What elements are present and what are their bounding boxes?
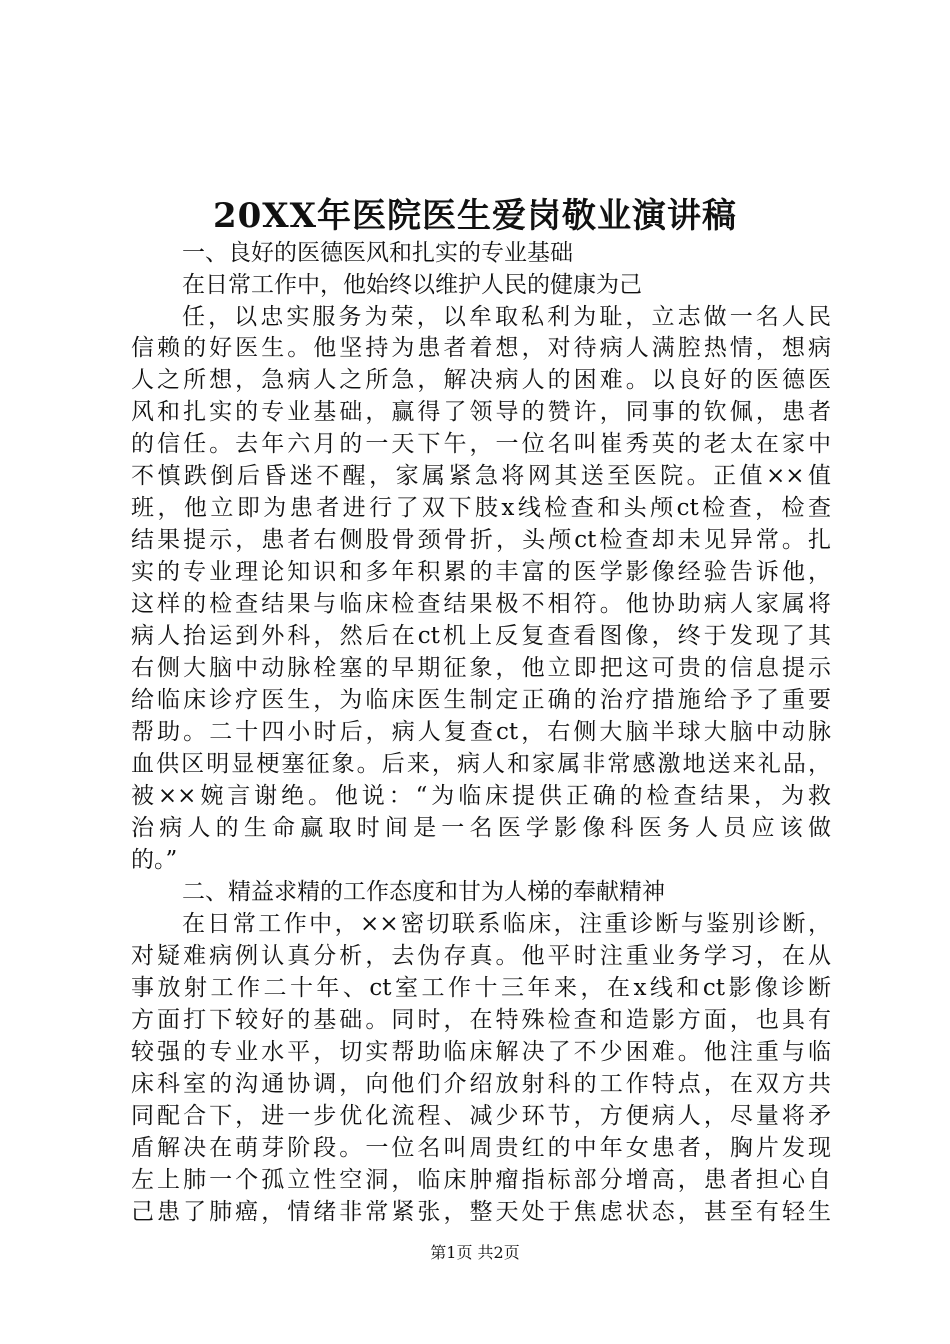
text-line: 的。” xyxy=(131,847,178,873)
text-line: 床科室的沟通协调，向他们介绍放射科的工作特点，在双方共 xyxy=(131,1071,831,1097)
text-line: 不慎跌倒后昏迷不醒，家属紧急将网其送至医院。正值××值 xyxy=(131,463,831,489)
text-line: 血供区明显梗塞征象。后来，病人和家属非常感激地送来礼品， xyxy=(131,751,831,777)
text-line: 在日常工作中，××密切联系临床，注重诊断与鉴别诊断， xyxy=(182,911,831,937)
text-line: 治病人的生命赢取时间是一名医学影像科医务人员应该做 xyxy=(131,815,831,841)
text-line: 盾解决在萌芽阶段。一位名叫周贵红的中年女患者，胸片发现 xyxy=(131,1135,831,1161)
text-line: 帮助。二十四小时后，病人复查ct，右侧大脑半球大脑中动脉 xyxy=(131,719,831,745)
text-line: 右侧大脑中动脉栓塞的早期征象，他立即把这可贵的信息提示 xyxy=(131,655,831,681)
text-line: 被××婉言谢绝。他说：“为临床提供正确的检查结果，为救 xyxy=(131,783,831,809)
text-line: 方面打下较好的基础。同时，在特殊检查和造影方面，也具有 xyxy=(131,1007,831,1033)
text-line: 结果提示，患者右侧股骨颈骨折，头颅ct检查却未见异常。扎 xyxy=(131,527,831,553)
text-line: 在日常工作中，他始终以维护人民的健康为己 xyxy=(182,272,642,298)
text-line: 这样的检查结果与临床检查结果极不相符。他协助病人家属将 xyxy=(131,591,831,617)
text-line: 班，他立即为患者进行了双下肢x线检查和头颅ct检查，检查 xyxy=(131,495,831,521)
page-number-footer: 第1页 共2页 xyxy=(430,1243,520,1262)
text-line: 较强的专业水平，切实帮助临床解决了不少困难。他注重与临 xyxy=(131,1039,831,1065)
text-line: 病人抬运到外科，然后在ct机上反复查看图像，终于发现了其 xyxy=(131,623,831,649)
section-heading-2: 二、精益求精的工作态度和甘为人梯的奉献精神 xyxy=(182,879,665,905)
text-line: 左上肺一个孤立性空洞，临床肿瘤指标部分增高，患者担心自 xyxy=(131,1167,831,1193)
text-line: 风和扎实的专业基础，赢得了领导的赞许，同事的钦佩，患者 xyxy=(131,399,831,425)
document-title: 20XX年医院医生爱岗敬业演讲稿 xyxy=(212,196,738,236)
text-line: 实的专业理论知识和多年积累的丰富的医学影像经验告诉他， xyxy=(131,559,831,585)
text-line: 的信任。去年六月的一天下午，一位名叫崔秀英的老太在家中 xyxy=(131,431,831,457)
text-line: 人之所想，急病人之所急，解决病人的困难。以良好的医德医 xyxy=(131,367,831,393)
text-line: 给临床诊疗医生，为临床医生制定正确的治疗措施给予了重要 xyxy=(131,687,831,713)
text-line: 信赖的好医生。他坚持为患者着想，对待病人满腔热情，想病 xyxy=(131,335,831,361)
text-line: 对疑难病例认真分析，去伪存真。他平时注重业务学习，在从 xyxy=(131,943,831,969)
text-line: 同配合下，进一步优化流程、减少环节，方便病人，尽量将矛 xyxy=(131,1103,831,1129)
text-line: 事放射工作二十年、ct室工作十三年来，在x线和ct影像诊断 xyxy=(131,975,831,1001)
text-line: 己患了肺癌，情绪非常紧张，整天处于焦虑状态，甚至有轻生 xyxy=(131,1199,831,1225)
text-line: 任，以忠实服务为荣，以牟取私利为耻，立志做一名人民 xyxy=(182,304,831,330)
section-heading-1: 一、良好的医德医风和扎实的专业基础 xyxy=(182,240,573,266)
